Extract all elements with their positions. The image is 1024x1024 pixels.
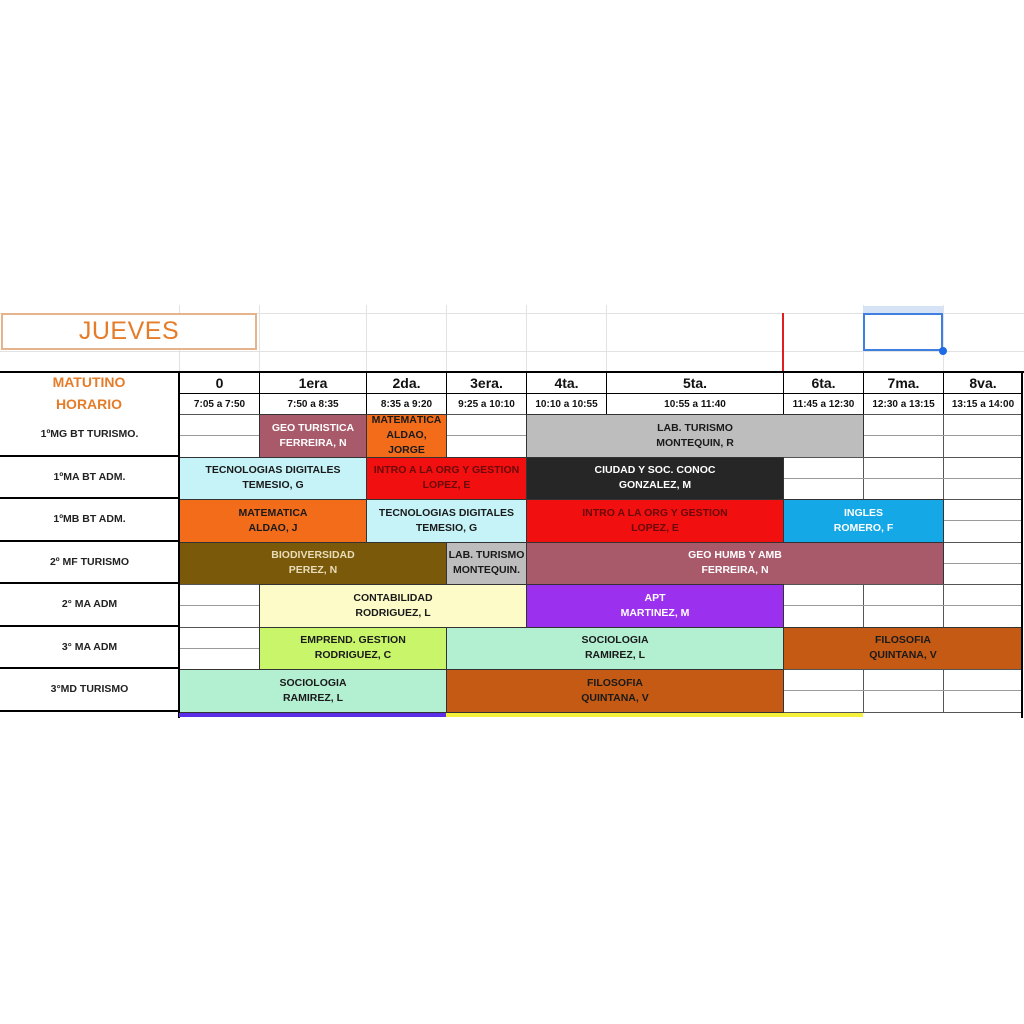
period-header-7[interactable]: 7ma. — [863, 372, 944, 394]
class-block[interactable] — [526, 414, 864, 458]
class-subject: FILOSOFIA — [875, 634, 931, 647]
class-block[interactable] — [366, 457, 527, 501]
class-teacher: RODRIGUEZ, L — [355, 606, 431, 619]
period-header-3[interactable]: 3era. — [446, 372, 527, 394]
class-block[interactable] — [526, 584, 784, 628]
class-subject: GEO HUMB Y AMB — [688, 549, 782, 562]
period-time-8[interactable]: 13:15 a 14:00 — [943, 393, 1023, 415]
period-header-8[interactable]: 8va. — [943, 372, 1023, 394]
period-header-1[interactable]: 1era — [259, 372, 367, 394]
class-teacher: GONZALEZ, M — [618, 479, 692, 492]
class-teacher: RAMIREZ, L — [282, 691, 344, 704]
gridline — [259, 305, 260, 372]
class-teacher: QUINTANA, V — [581, 691, 649, 704]
gridline — [366, 305, 367, 372]
period-time-1[interactable]: 7:50 a 8:35 — [259, 393, 367, 415]
class-subject: INGLES — [843, 506, 884, 519]
period-time-2[interactable]: 8:35 a 9:20 — [366, 393, 447, 415]
gridline — [943, 305, 944, 372]
class-block[interactable] — [179, 457, 367, 501]
next-row-block[interactable] — [446, 713, 863, 717]
shift-label: MATUTINO — [52, 374, 126, 390]
class-block[interactable] — [526, 542, 944, 586]
class-subject: CONTABILIDAD — [353, 591, 433, 604]
class-teacher: MARTINEZ, M — [620, 606, 690, 619]
class-teacher: RODRIGUEZ, C — [314, 649, 392, 662]
class-block[interactable] — [259, 584, 527, 628]
cell-divider — [943, 690, 1022, 691]
class-teacher: FERREIRA, N — [279, 436, 347, 449]
cell-divider — [863, 690, 943, 691]
class-teacher: QUINTANA, V — [869, 649, 937, 662]
class-subject: APT — [644, 591, 666, 604]
class-block[interactable] — [446, 542, 527, 586]
class-subject: BIODIVERSIDAD — [271, 549, 355, 562]
group-label: 1ºMG BT TURISMO. — [0, 414, 179, 457]
class-block[interactable] — [446, 669, 784, 713]
gridline — [446, 305, 447, 372]
spreadsheet-area — [0, 305, 1024, 718]
class-teacher: FERREIRA, N — [701, 564, 769, 577]
cell-divider — [943, 520, 1022, 521]
class-block[interactable] — [179, 542, 447, 586]
period-time-7[interactable]: 12:30 a 13:15 — [863, 393, 944, 415]
period-time-6[interactable]: 11:45 a 12:30 — [783, 393, 864, 415]
group-label: 1ºMA BT ADM. — [0, 457, 179, 500]
period-header-4[interactable]: 4ta. — [526, 372, 607, 394]
group-label: 3° MA ADM — [0, 627, 179, 670]
period-time-5[interactable]: 10:55 a 11:40 — [606, 393, 784, 415]
class-subject: MATEMATICA — [238, 506, 308, 519]
class-teacher: TEMESIO, G — [242, 479, 304, 492]
group-label: 1ºMB BT ADM. — [0, 499, 179, 542]
class-block[interactable] — [526, 457, 784, 501]
class-teacher: ROMERO, F — [833, 521, 894, 534]
class-subject: SOCIOLOGIA — [279, 676, 347, 689]
cell-divider — [943, 478, 1022, 479]
class-block[interactable] — [179, 669, 447, 713]
class-subject: TECNOLOGIAS DIGITALES — [378, 506, 515, 519]
class-teacher: TEMESIO, G — [415, 521, 478, 534]
class-subject: LAB. TURISMO — [448, 549, 525, 562]
table-border — [178, 372, 180, 718]
class-teacher: LOPEZ, E — [422, 479, 471, 492]
gridline — [606, 305, 607, 372]
class-teacher: MONTEQUIN, R — [656, 436, 734, 449]
table-border — [1021, 372, 1023, 718]
class-subject: TECNOLOGIAS DIGITALES — [205, 464, 341, 477]
column-marker-line — [782, 313, 784, 372]
period-header-5[interactable]: 5ta. — [606, 372, 784, 394]
class-block[interactable] — [526, 499, 784, 543]
class-block[interactable] — [259, 414, 367, 458]
group-label: 2º MF TURISMO — [0, 542, 179, 585]
cell-divider — [446, 435, 526, 436]
class-subject: SOCIOLOGIA — [581, 634, 649, 647]
class-subject: FILOSOFIA — [587, 676, 643, 689]
cell-divider — [179, 605, 259, 606]
day-title[interactable]: JUEVES — [1, 313, 257, 350]
schedule-label: HORARIO — [55, 396, 123, 412]
period-time-4[interactable]: 10:10 a 10:55 — [526, 393, 607, 415]
class-subject: GEO TURISTICA — [271, 421, 355, 434]
class-block[interactable] — [366, 499, 527, 543]
cell-divider — [943, 435, 1022, 436]
class-teacher: PEREZ, N — [288, 564, 338, 577]
period-header-0[interactable]: 0 — [179, 372, 260, 394]
cell-divider — [863, 605, 943, 606]
class-block[interactable] — [259, 627, 447, 671]
gridline — [0, 351, 1024, 352]
period-header-6[interactable]: 6ta. — [783, 372, 864, 394]
class-teacher: ALDAO, J — [248, 521, 298, 534]
class-teacher: MONTEQUIN. — [452, 564, 521, 577]
selected-column-header[interactable] — [863, 306, 943, 313]
class-block[interactable] — [179, 499, 367, 543]
gridline — [526, 305, 527, 372]
class-block[interactable] — [366, 414, 447, 458]
class-teacher: LOPEZ, E — [631, 521, 679, 534]
cell-divider — [863, 478, 943, 479]
class-block[interactable] — [446, 627, 784, 671]
class-subject: LAB. TURISMO — [657, 421, 733, 434]
class-teacher: RAMIREZ, L — [584, 649, 646, 662]
cell-divider — [783, 690, 863, 691]
class-subject: EMPREND. GESTION — [300, 634, 406, 647]
cell-divider — [783, 605, 863, 606]
class-subject: CIUDAD Y SOC. CONOC — [594, 464, 716, 477]
cell-divider — [179, 435, 259, 436]
cell-divider — [783, 478, 863, 479]
cell-divider — [863, 435, 943, 436]
table-border — [0, 371, 1024, 373]
period-header-2[interactable]: 2da. — [366, 372, 447, 394]
class-subject: MATEMÁTICA — [371, 414, 442, 427]
class-block[interactable] — [783, 627, 1023, 671]
class-subject: INTRO A LA ORG Y GESTION — [582, 506, 728, 519]
class-teacher: ALDAO, JORGE — [386, 429, 427, 457]
fill-handle[interactable] — [939, 347, 947, 355]
period-time-0[interactable]: 7:05 a 7:50 — [179, 393, 260, 415]
class-block[interactable] — [783, 499, 944, 543]
cell-divider — [943, 563, 1022, 564]
next-row-block[interactable] — [179, 713, 446, 717]
class-subject: INTRO A LA ORG Y GESTION — [373, 464, 520, 477]
cell-divider — [179, 648, 259, 649]
selected-cell[interactable] — [863, 313, 943, 351]
period-time-3[interactable]: 9:25 a 10:10 — [446, 393, 527, 415]
group-label: 3°MD TURISMO — [0, 669, 179, 712]
group-label: 2° MA ADM — [0, 584, 179, 627]
cell-divider — [943, 605, 1022, 606]
